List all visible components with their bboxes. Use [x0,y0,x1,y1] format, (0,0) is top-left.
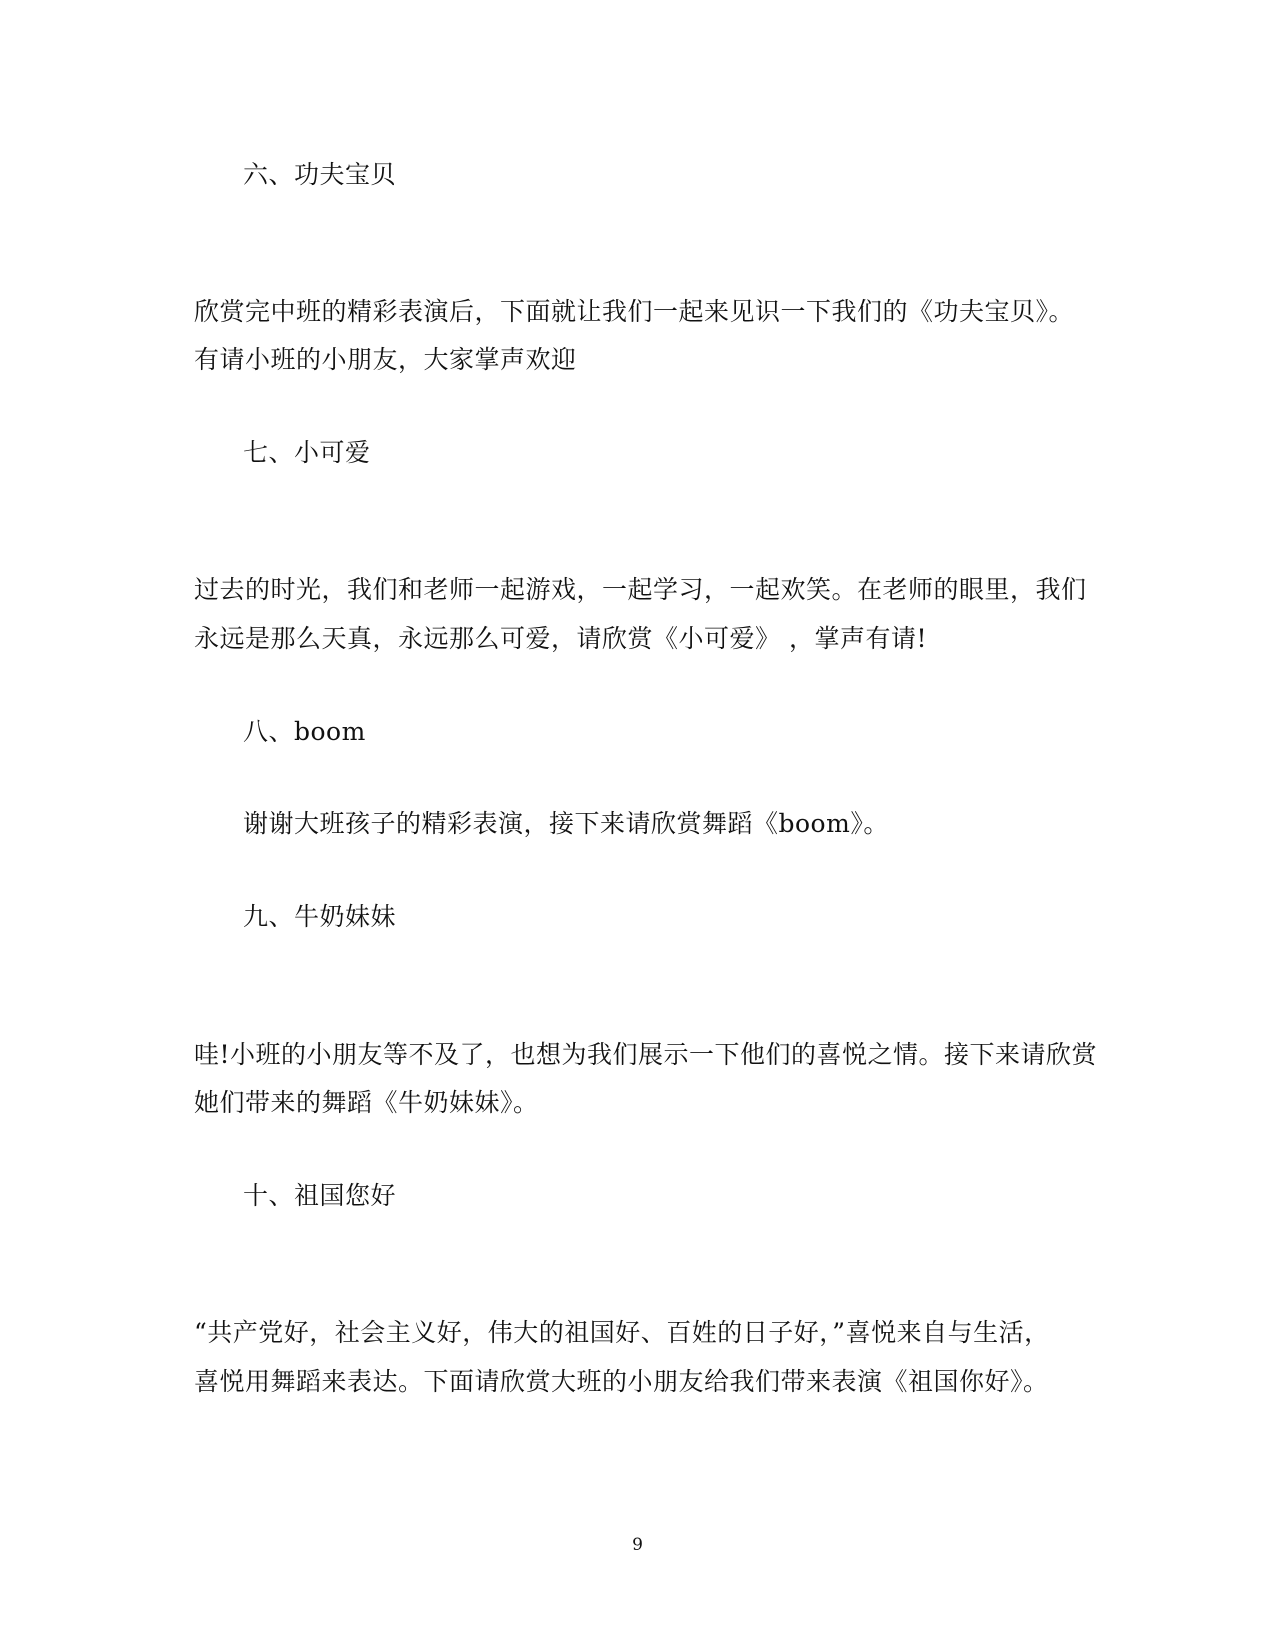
section-heading-6: 六、功夫宝贝 [243,160,397,189]
paragraph-line: 过去的时光，我们和老师一起游戏，一起学习，一起欢笑。在老师的眼里，我们 [194,575,1087,604]
section-heading-7: 七、小可爱 [243,438,371,467]
paragraph-line: 有请小班的小朋友，大家掌声欢迎 [194,345,577,374]
paragraph-line: 她们带来的舞蹈《牛奶妹妹》。 [194,1088,539,1117]
page-number: 9 [632,1535,643,1555]
paragraph-line: 永远是那么天真，永远那么可爱，请欣赏《小可爱》 ，掌声有请! [194,624,927,653]
section-heading-10: 十、祖国您好 [243,1181,397,1210]
paragraph-line: 哇!小班的小朋友等不及了，也想为我们展示一下他们的喜悦之情。接下来请欣赏 [194,1040,1098,1069]
section-heading-9: 九、牛奶妹妹 [243,902,397,931]
paragraph-line: “共产党好，社会主义好，伟大的祖国好、百姓的日子好，”喜悦来自与生活， [194,1318,1050,1347]
paragraph-line: 喜悦用舞蹈来表达。下面请欣赏大班的小朋友给我们带来表演《祖国你好》。 [194,1367,1049,1396]
section-heading-8: 八、boom [243,717,366,746]
paragraph-line: 谢谢大班孩子的精彩表演，接下来请欣赏舞蹈《boom》。 [243,809,889,838]
paragraph-line: 欣赏完中班的精彩表演后，下面就让我们一起来见识一下我们的《功夫宝贝》。 [194,297,1075,326]
